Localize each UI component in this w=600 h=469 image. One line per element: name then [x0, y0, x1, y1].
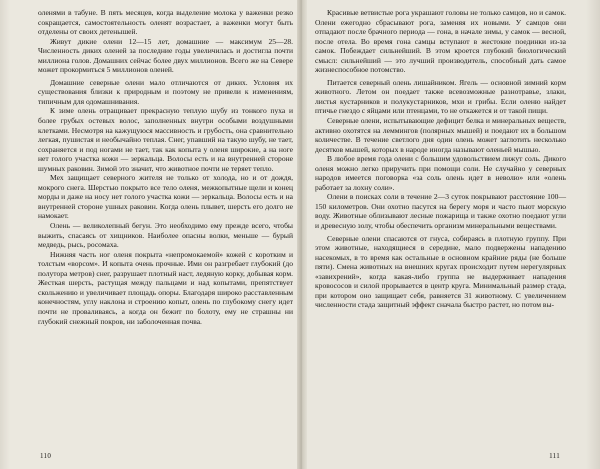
paragraph: Северные олени, испытывающие дефицит белка и минеральных веществ, активно охотятся на леммингов (полярных мышей) и поедают их в большом количестве. В течение светлого дня один олень может заглотить несколько десятков мышей, которых в народе иногда называют оленьей мышью.: [315, 116, 566, 154]
paragraph: Домашние северные олени мало отличаются от диких. Условия их существования близки к природным и поэтому не привели к изменениям, типичным для одомашнивания.: [38, 77, 293, 106]
page-edge-shadow: [0, 0, 10, 469]
paragraph: Олень — великолепный бегун. Это необходимо ему прежде всего, чтобы выжить, спасаясь от хищников. Наиболее опасны волки, меньше — бурый медведь, рысь, росомаха.: [38, 221, 293, 250]
paragraph: К зиме олень отращивает прекрасную теплую шубу из тонкого пуха и более грубых остевых волос, заполненных внутри особыми воздушными клетками. Несмотря на кажущуюся массивность и грубость, она сравнительно легкая, пушистая и необычайно теплая. Снег, упавший на такую шубу, не тает, сохраняется и под ногами не тает, так как копыта у оленя широкие, а на ноге нет голого участка кожи — зеркальца. Волосы есть и на внутренней стороне шумных раковин. Зимой это значит, что животное почти не теряет тепло.: [38, 106, 293, 173]
book-gutter: [297, 0, 307, 469]
paragraph: Мех защищает северного жителя не только от холода, но и от дождя, мокрого снега. Шерстью покрыто все тело оленя, межкопытные щели и конец морды и даже на носу нет голого участка кожи — зеркальца. Волосы есть и на внутренней стороне ушных раковин. Когда олень плывет, шерсть его долго не намокает.: [38, 173, 293, 221]
left-page-text: [38, 8, 293, 326]
paragraph: Красивые ветвистые рога украшают головы не только самцов, но и самок. Олени ежегодно сбрасывают рога, заменяя их новыми. У самцов они отпадают после брачного периода — гона, в начале зимы, у самок — весной, после отела. Во время гона самцы вступают в жестокие поединки из-за самок. Побеждает сильнейший. В этом кроется глубокий биологический смысл: сильнейший — это лучший производитель, способный дать самое жизнеспособное потомство.: [315, 8, 566, 75]
page-number-left: 110: [40, 452, 52, 460]
right-page-text: [315, 8, 566, 310]
paragraph: оленями в табуне. В пять месяцев, когда выделение молока у важенки резко сокращается, самостоятельность оленят возрастает, а важенки могут быть отделены от своих детенышей.: [38, 8, 293, 37]
page-edge-shadow: [586, 0, 600, 469]
paragraph: Питается северный олень лишайником. Ягель — основной зимний корм животного. Летом он поедает также всевозможные разнотравье, злаки, листья кустарников и полукустарников, мхи и грибы. Если оленю найдет птичье гнездо с яйцами или птенцами, то не откажется и от такой пищи.: [315, 77, 566, 116]
paragraph: В любое время года олени с большим удовольствием лижут соль. Дикого оленя можно легко приручить при помощи соли. Не случайно у северных народов имеется поговорка «за соль олень идет в неволю» или «олень работает за лохну соли».: [315, 154, 566, 192]
right-page: [301, 0, 600, 469]
paragraph: Олени в поисках соли в течение 2—3 суток покрывают расстояние 100—150 километров. Они охотно пасутся на берегу моря и часто пьют морскую воду. Животные облизывают лесные пожарища и также охотно поедают угли и древесную золу, чтобы обеспечить организм минеральными веществами.: [315, 192, 566, 231]
page-number-right: 111: [549, 452, 560, 460]
paragraph: Нижняя часть ног оленя покрыта «непромокаемой» кожей с коротким и толстым «ворсом». И копыта очень прочные. Ими он разгребает глубокий (до полутора метров) снег, разрушает плотный наст, ледяную корку, добывая корм. Жесткая шерсть, растущая между пальцами и над копытами, препятствует скольжению и увеличивает площадь опоры. Благодаря широко расставленным конечностям, углу наклона и строению копыт, олень по глубокому снегу идет почти не проваливаясь, а когда он бежит по болоту, ему не страшны ни глубокий снежный покров, ни заболоченная почва.: [38, 249, 293, 326]
paragraph: Живут дикие олени 12—15 лет, домашние — максимум 25—28. Численность диких оленей за последние годы увеличилась и достигла почти миллиона голов. Домашних сейчас более двух миллионов. Всего же на Севере может прокормиться 5 миллионов оленей.: [38, 36, 293, 75]
paragraph: Северные олени спасаются от гнуса, собираясь в плотную группу. При этом животные, находящиеся в середине, мало подвержены нападению насекомых, в то время как остальные в основном крайние ряды (не больше пяти). Смена животных на внешних кругах происходит путем нерегулярных «завихрений», когда какая-либо группа не выдерживает нападения кровососов и силой прорывается в центр круга. Минимальный размер стада, при котором оно защищает себя, равняется 31 животному. С увеличением численности стада защитный эффект сначала быстро растет, но потом вы-: [315, 233, 566, 310]
